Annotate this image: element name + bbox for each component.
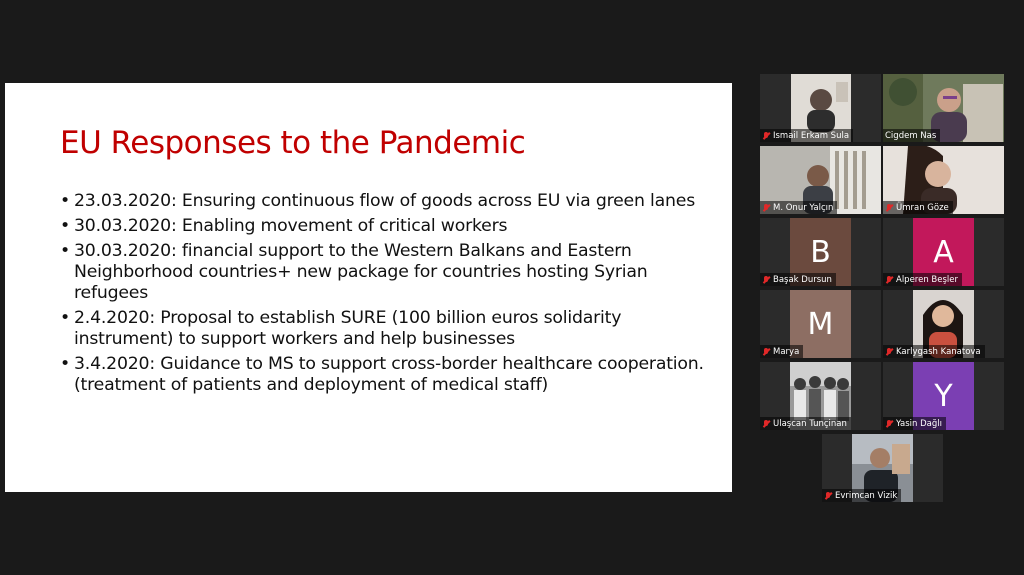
- participant-name-bar: Karlygash Kanatova: [883, 345, 985, 358]
- participant-name-bar: Cigdem Nas: [883, 129, 940, 142]
- slide-bullet: • 30.03.2020: financial support to the Western Balkans and Eastern Neighborhood countries+ new package for countries hosting Syrian refugees: [60, 241, 648, 303]
- mic-muted-icon: [762, 132, 770, 140]
- mic-muted-icon: [762, 420, 770, 428]
- participant-name-bar: Ismail Erkam Sula: [760, 129, 853, 142]
- avatar-letter: A: [913, 218, 974, 286]
- participant-name-bar: Ümran Göze: [883, 201, 953, 214]
- participant-tile[interactable]: [760, 146, 881, 214]
- mic-muted-icon: [885, 276, 893, 284]
- participant-tile[interactable]: [760, 218, 881, 286]
- presentation-slide: [5, 83, 732, 492]
- slide-bullet: • 2.4.2020: Proposal to establish SURE (100 billion euros solidarity instrument) to support workers and help businesses: [60, 308, 622, 349]
- slide-bullet: • 23.03.2020: Ensuring continuous flow of goods across EU via green lanes: [60, 191, 696, 211]
- slide-bullet: • 30.03.2020: Enabling movement of critical workers: [60, 216, 508, 236]
- avatar-letter: Y: [913, 362, 974, 430]
- mic-muted-icon: [762, 348, 770, 356]
- mic-muted-icon: [762, 276, 770, 284]
- participant-tile[interactable]: [760, 290, 881, 358]
- mic-muted-icon: [885, 204, 893, 212]
- participant-name-bar: Yasin Dağlı: [883, 417, 946, 430]
- participant-tile[interactable]: [883, 218, 1004, 286]
- slide-title: EU Responses to the Pandemic: [60, 125, 526, 161]
- slide-bullet-list: [60, 191, 710, 400]
- participant-tile[interactable]: [883, 362, 1004, 430]
- slide-bullet: • 3.4.2020: Guidance to MS to support cross-border healthcare cooperation. (treatment of patients and deployment of medical staff): [60, 354, 704, 395]
- participant-tile[interactable]: [822, 434, 943, 502]
- participant-tile[interactable]: [883, 290, 1004, 358]
- mic-muted-icon: [885, 420, 893, 428]
- participant-name-bar: Alperen Beşler: [883, 273, 962, 286]
- avatar-letter: B: [790, 218, 851, 286]
- participant-tile-active-speaker[interactable]: [883, 74, 1004, 142]
- mic-muted-icon: [824, 492, 832, 500]
- participant-tile[interactable]: [760, 74, 881, 142]
- participant-name-bar: Ulaşcan Tunçinan: [760, 417, 851, 430]
- participant-name-bar: Marya: [760, 345, 803, 358]
- participant-gallery: [755, 70, 1015, 510]
- mic-muted-icon: [885, 348, 893, 356]
- participant-name-bar: M. Onur Yalçın: [760, 201, 837, 214]
- participant-name-bar: Başak Dursun: [760, 273, 836, 286]
- participant-tile[interactable]: [883, 146, 1004, 214]
- mic-muted-icon: [762, 204, 770, 212]
- participant-name-bar: Evrimcan Vizik: [822, 489, 901, 502]
- avatar-letter: M: [790, 290, 851, 358]
- participant-tile[interactable]: [760, 362, 881, 430]
